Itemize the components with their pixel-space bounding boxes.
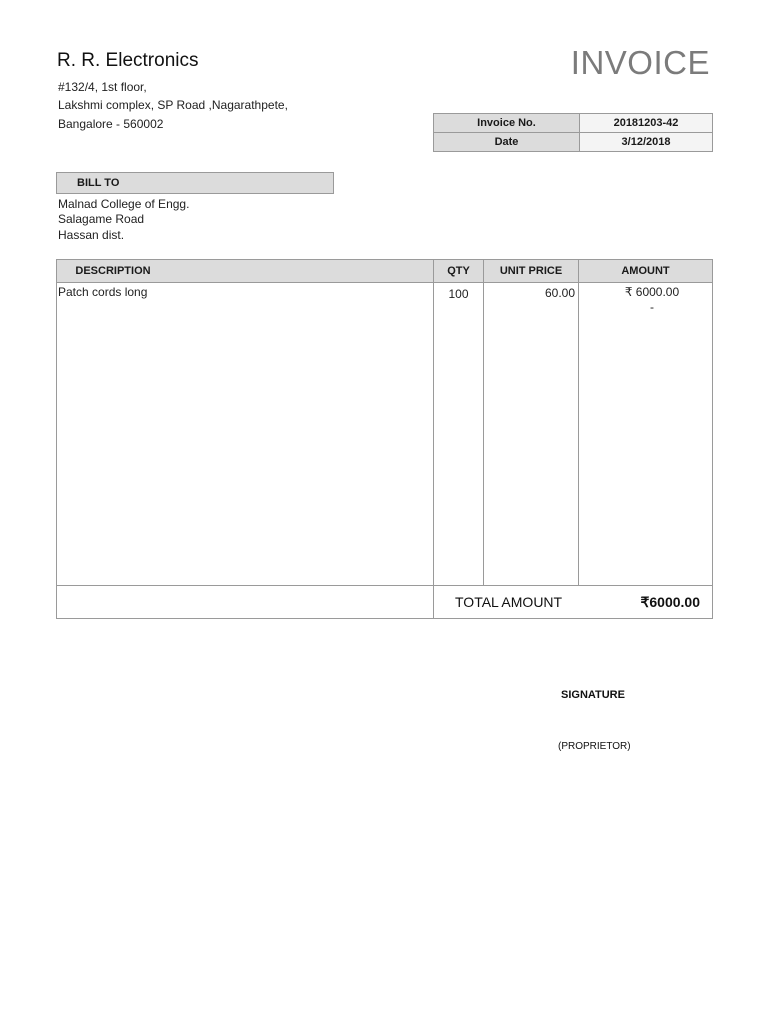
company-address-line-1: #132/4, 1st floor, (58, 80, 147, 94)
bill-to-header: BILL TO (56, 172, 334, 194)
bill-to-line-2: Salagame Road (58, 212, 145, 226)
item-unit-price: 60.00 (544, 286, 575, 300)
date-label: Date (434, 133, 580, 152)
unit-price-column-divider (483, 260, 484, 585)
total-amount-value: ₹6000.00 (640, 594, 700, 610)
item-qty: 100 (448, 287, 469, 301)
signature-label: SIGNATURE (561, 689, 625, 701)
total-amount-label: TOTAL AMOUNT (455, 594, 563, 610)
item-amount: ₹ 6000.00 (624, 285, 680, 299)
proprietor-label: (PROPRIETOR) (558, 741, 631, 752)
invoice-meta-table (433, 113, 713, 152)
description-header: DESCRIPTION (75, 265, 151, 277)
company-name: R. R. Electronics (57, 50, 199, 71)
bill-to-line-1: Malnad College of Engg. (58, 197, 190, 211)
bill-to-line-3: Hassan dist. (58, 228, 125, 242)
item-description: Patch cords long (58, 285, 148, 299)
company-address-line-3: Bangalore - 560002 (58, 117, 164, 131)
qty-column-divider (433, 260, 434, 618)
item-amount-extra: - (650, 300, 654, 314)
invoice-no-value: 20181203-42 (580, 114, 713, 133)
invoice-title: INVOICE (570, 44, 710, 81)
unit-price-header: UNIT PRICE (499, 265, 563, 277)
company-address-line-2: Lakshmi complex, SP Road ,Nagarathpete, (58, 98, 288, 112)
date-row (434, 133, 713, 152)
invoice-no-row (434, 114, 713, 133)
date-value: 3/12/2018 (580, 133, 713, 152)
invoice-no-label: Invoice No. (434, 114, 580, 133)
qty-header: QTY (447, 265, 470, 277)
total-row-divider (57, 585, 712, 586)
amount-header: AMOUNT (621, 265, 670, 277)
